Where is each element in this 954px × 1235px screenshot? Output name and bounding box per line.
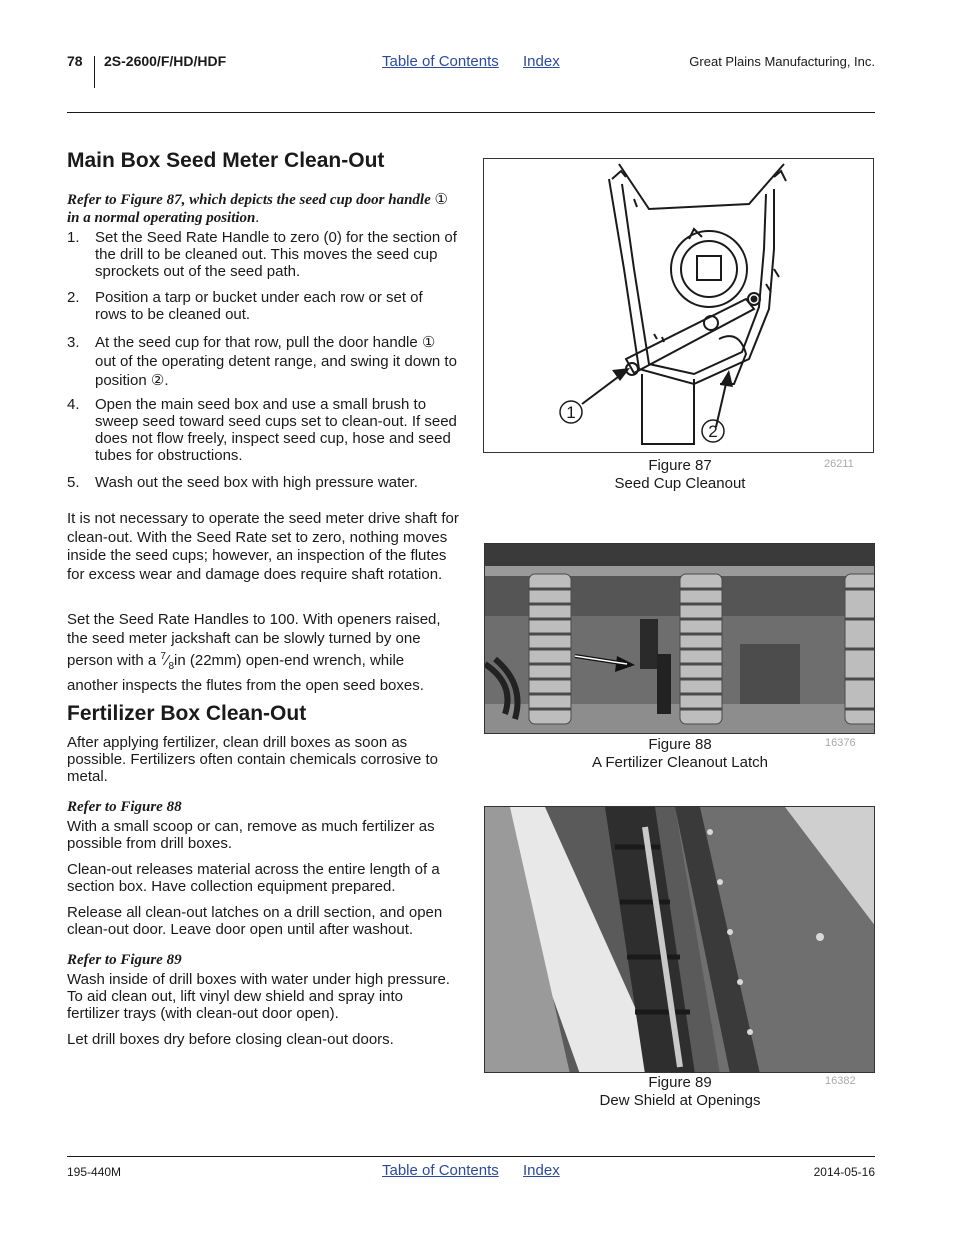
figure-87-caption xyxy=(485,457,875,493)
step-text: Position a tarp or bucket under each row or set of rows to be cleaned out. xyxy=(95,289,423,323)
figure-89-image xyxy=(484,806,875,1073)
section-heading-seed-meter: Main Box Seed Meter Clean-Out xyxy=(67,149,385,172)
seed-cup-drawing xyxy=(484,159,874,453)
dew-shield-photo xyxy=(485,807,875,1073)
callout-marker-1: ① xyxy=(421,334,436,351)
step-number: 4. xyxy=(67,396,80,413)
paragraph-scoop: With a small scoop or can, remove as much fertilizer as possible from drill boxes. xyxy=(67,818,435,852)
publish-date: 2014-05-16 xyxy=(813,1165,875,1179)
step-item xyxy=(67,396,457,464)
paragraph-fert-intro: After applying fertilizer, clean drill boxes as soon as possible. Fertilizers often contain chemicals corrosive to metal. xyxy=(67,734,438,785)
toc-link-bottom[interactable]: Table of Contents xyxy=(382,1162,499,1179)
figure-89-title: Dew Shield at Openings xyxy=(599,1092,761,1109)
header-rule xyxy=(67,112,875,113)
figure-87-label: Figure 87 xyxy=(648,457,712,474)
para2-b: in (22mm) open-end wrench, while another inspects the flutes from the open seed boxes. xyxy=(67,652,424,694)
figure-87-title: Seed Cup Cleanout xyxy=(614,475,746,492)
paragraph-collection: Clean-out releases material across the entire length of a section box. Have collection equipment prepared. xyxy=(67,861,440,895)
footer-rule xyxy=(67,1156,875,1157)
company-name: Great Plains Manufacturing, Inc. xyxy=(689,54,875,69)
cleanout-steps xyxy=(67,229,462,499)
page-number: 78 xyxy=(67,53,83,69)
step-text xyxy=(95,333,457,390)
reference-note-fig88: Refer to Figure 88 xyxy=(67,799,182,815)
step-text: Open the main seed box and use a small brush to sweep seed toward seed cups set to clean-out. If seed does not flow freely, inspect seed cup, hose and seed tubes for obstructions. xyxy=(95,396,457,464)
figure-88-caption xyxy=(485,736,875,772)
callout-marker-2: ② xyxy=(150,372,165,389)
figure-88-label: Figure 88 xyxy=(648,736,712,753)
paragraph-jackshaft: Set the Seed Rate Handles to 100. With openers raised, the seed meter jackshaft can be slowly turned by one person with a $^7⁄_8in$ (22mm) open-end wrench, while another inspects the flutes from the open seed boxes. xyxy=(67,611,441,694)
callout-label-2: 2 xyxy=(708,422,718,441)
step-item xyxy=(67,333,457,390)
reference-note-fig87 xyxy=(67,191,462,227)
index-link-top[interactable]: Index xyxy=(523,53,560,70)
step-text: Wash out the seed box with high pressure water. xyxy=(95,474,418,491)
figure-89-id: 16382 xyxy=(825,1075,856,1087)
step-number: 2. xyxy=(67,289,80,306)
toc-link-top[interactable]: Table of Contents xyxy=(382,53,499,70)
figure-87-id: 26211 xyxy=(824,458,854,470)
figure-89-label: Figure 89 xyxy=(648,1074,712,1091)
ref-end: . xyxy=(255,210,260,226)
figure-88-title: A Fertilizer Cleanout Latch xyxy=(592,754,768,771)
ref-text-b: in a normal operating position xyxy=(67,210,256,226)
step-item xyxy=(67,229,457,280)
step-text-b: out of the operating detent range, and swing it down to position xyxy=(95,353,457,389)
fraction-denominator: 8 xyxy=(168,661,175,672)
ref-text-a: Refer to Figure 87, which depicts the seed cup door handle xyxy=(67,192,431,208)
step-number: 3. xyxy=(67,334,80,351)
figure-89-caption xyxy=(485,1074,875,1110)
model-title: 2S-2600/F/HD/HDF xyxy=(104,53,227,69)
callout-marker-1: ① xyxy=(434,192,448,208)
callout-label-1: 1 xyxy=(566,403,576,422)
paragraph-wash: Wash inside of drill boxes with water under high pressure. To aid clean out, lift vinyl dew shield and spray into fertilizer trays (with clean-out door open). xyxy=(67,971,450,1022)
step-item xyxy=(67,289,457,323)
para2-a: Set the Seed Rate Handles to 100. With openers raised, the seed meter jackshaft can be slowly turned by one person with a xyxy=(67,611,441,669)
step-number: 5. xyxy=(67,474,80,491)
fertilizer-latch-photo xyxy=(485,544,875,734)
doc-number: 195-440M xyxy=(67,1165,122,1179)
paragraph-no-drive: It is not necessary to operate the seed meter drive shaft for clean-out. With the Seed Rate set to zero, nothing moves inside the seed cups; however, an inspection of the flutes for excess wear and damage does require shaft rotation. xyxy=(67,510,459,583)
fraction-numerator: 7 xyxy=(160,651,166,662)
step-item xyxy=(67,474,457,491)
step-number: 1. xyxy=(67,229,80,246)
index-link-bottom[interactable]: Index xyxy=(523,1162,560,1179)
step-text-a: At the seed cup for that row, pull the door handle xyxy=(95,334,418,351)
step-text: Set the Seed Rate Handle to zero (0) for the section of the drill to be cleaned out. This moves the seed cup sprockets out of the seed path. xyxy=(95,229,457,280)
figure-88-image xyxy=(484,543,875,734)
figure-87-image xyxy=(483,158,874,453)
reference-note-fig89: Refer to Figure 89 xyxy=(67,952,182,968)
header-divider xyxy=(94,56,95,88)
paragraph-latches: Release all clean-out latches on a drill section, and open clean-out door. Leave door open until after washout. xyxy=(67,904,443,938)
figure-88-id: 16376 xyxy=(825,737,856,749)
section-heading-fertilizer: Fertilizer Box Clean-Out xyxy=(67,702,307,725)
step-text-c: . xyxy=(164,372,169,389)
paragraph-dry: Let drill boxes dry before closing clean-out doors. xyxy=(67,1031,394,1048)
